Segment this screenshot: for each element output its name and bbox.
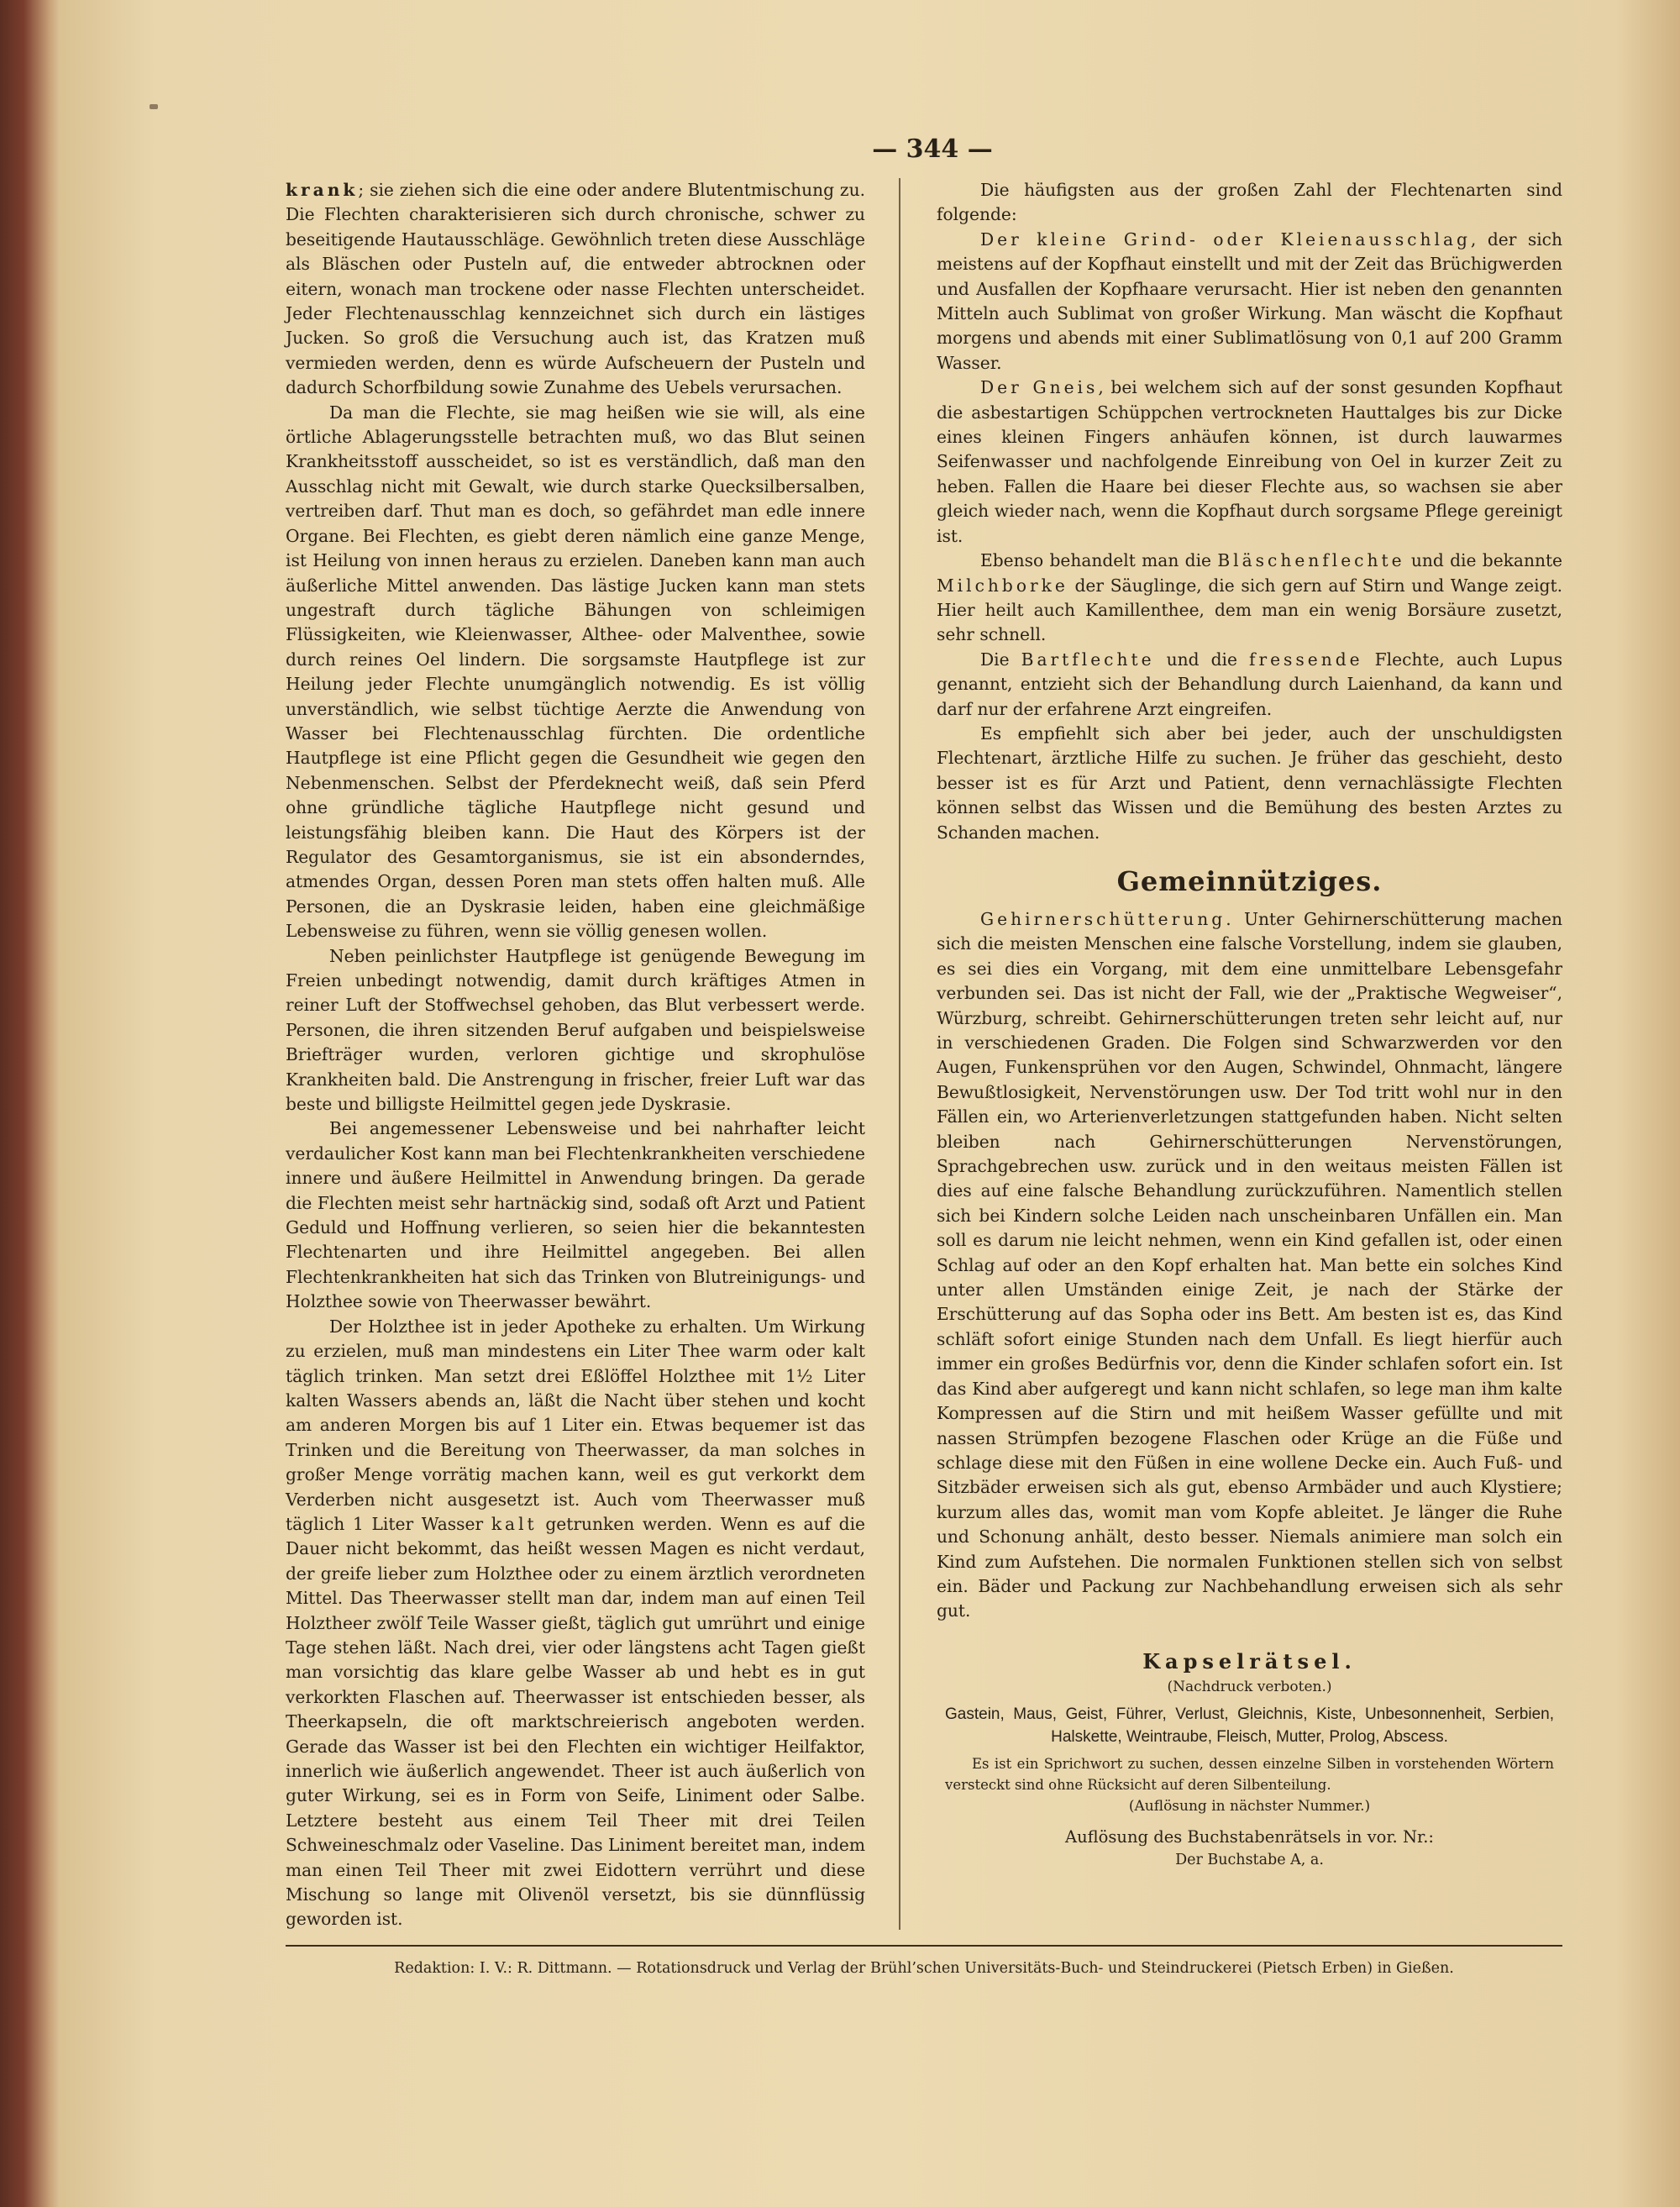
paragraph [937, 549, 1562, 648]
right-column [937, 178, 1562, 1872]
puzzle-words: Gastein, Maus, Geist, Führer, Verlust, Gleichnis, Kiste, Unbesonnenheit, Serbien, Halskette, Weintraube, Fleisch, Mutter, Prolog, Abscess. [945, 1705, 1554, 1746]
section-heading: Gemeinnütziges. [1116, 864, 1383, 897]
page-number: — 344 — [872, 134, 993, 164]
newspaper-page [59, 0, 1680, 2207]
puzzle-instruction: Es ist ein Sprichwort zu suchen, dessen einzelne Silben in vorstehenden Wörtern versteckt sind ohne Rücksicht auf deren Silbenteilung. [945, 1755, 1554, 1793]
paragraph-text: Unter Gehirnerschütterung machen sich die meisten Menschen eine falsche Vorstellung, indem sie glauben, es sei dies ein Vorgang, mit dem eine unmittelbare Lebensgefahr verbunden sei. Das ist nicht der Fall, wie der „Praktische Wegweiser“, Würzburg, schreibt. Gehirnerschütterungen treten sehr leicht auf, nur in verschiedenen Graden. Die Folgen sind Schwarzwerden vor den Augen, Funkensprühen vor den Augen, Schwindel, Ohnmacht, längere Bewußtlosigkeit, Nervenstörungen usw. Der Tod tritt wohl nur in den Fällen ein, wo Arterienverletzungen stattgefunden haben. Nicht selten bleiben nach Gehirnerschütterungen Nervenstörungen, Sprachgebrechen usw. zurück und in den weitaus meisten Fällen ist dies auf eine falsche Behandlung zurückzuführen. Namentlich stellen sich bei Kindern solche Leiden nach unscheinbaren Unfällen ein. Man soll es darum nie leicht nehmen, wenn ein Kind gefallen ist, oder einen Schlag auf oder an den Kopf erhalten hat. Man bette ein solches Kind unter allen Umständen einige Zeit, je nach der Stärke der Erschütterung auf das Sopha oder ins Bett. Am besten ist es, das Kind schläft sofort einige Stunden nach dem Unfall. Es liegt hierfür auch immer ein großes Bedürfnis vor, denn die Kinder schlafen sofort ein. Ist das Kind aber aufgeregt und kann nicht schlafen, so lege man ihm kalte Kompressen auf die Stirn und mit heißem Wasser gefüllte und mit nassen Strümpfen bezogene Flaschen oder Krüge an die Füße und schlage diese mit den Füßen in eine wollene Decke ein. Auch Fuß- und Sitzbäder erweisen sich als gut, ebenso Armbäder und auch Klystiere; kurzum alles das, womit man vom Kopfe ableitet. Je länger die Ruhe und Schonung anhält, desto besser. Niemals animiere man solch ein Kind zum Aufstehen. Die normalen Funktionen stellen sich von selbst ein. Bäder und Packung zur Nachbehandlung erweisen sich als sehr gut. [937, 908, 1562, 1621]
paragraph-lead: krank [286, 180, 359, 200]
term-name: Bläschenflechte [1217, 550, 1405, 571]
paragraph-text: der Säuglinge, die sich gern auf Stirn und Wange zeigt. Hier heilt auch Kamillenthee, dem man ein wenig Borsäure zusetzt, sehr schnell. [937, 575, 1562, 645]
book-binding-edge [0, 0, 59, 2207]
paragraph-text: ; sie ziehen sich die eine oder andere Blutentmischung zu. Die Flechten charakterisieren sich durch chronische, schwer zu beseitigende Hautausschläge. Gewöhnlich treten diese Ausschläge als Bläschen oder Pusteln auf, die entweder abtrocknen oder eitern, wonach man trockene oder nasse Flechten unterscheidet. Jeder Flechtenausschlag kennzeichnet sich durch ein lästiges Jucken. So groß die Versuchung auch ist, das Kratzen muß vermieden werden, denn es würde Aufscheuern der Pusteln und dadurch Schorfbildung sowie Zunahme des Uebels verursachen. [286, 180, 865, 398]
paragraph: Es empfiehlt sich aber bei jeder, auch der unschuldigsten Flechtenart, ärztliche Hilfe zu suchen. Je früher das geschieht, desto besser ist es für Arzt und Patient, denn vernachlässigte Flechten können selbst das Wissen und die Bemühung des besten Arztes zu Schanden machen. [937, 723, 1562, 843]
paragraph-text: Der Holzthee ist in jeder Apotheke zu erhalten. Um Wirkung zu erzielen, muß man mindestens ein Liter Thee warm oder kalt täglich trinken. Man setzt drei Eßlöffel Holzthee mit 1½ Liter kalten Wassers abends an, läßt die Nacht über stehen und kocht am anderen Morgen bis auf 1 Liter ein. Etwas bequemer ist das Trinken und die Bereitung von Theerwasser, da man solches in großer Menge vorrätig machen kann, weil es gut verkorkt dem Verderben nicht ausgesetzt ist. Auch vom Theerwasser muß täglich 1 Liter Wasser [286, 1316, 865, 1534]
paragraph-text: , bei welchem sich auf der sonst gesunden Kopfhaut die asbestartigen Schüppchen vertrockneten Hauttalges bis zur Dicke eines kleinen Fingers anhäufen können, ist durch lauwarmes Seifenwasser und nachfolgende Einreibung von Oel in kurzer Zeit zu heben. Fallen die Haare bei dieser Flechte aus, so wachsen sie aber gleich wieder nach, wenn die Kopfhaut durch sorgsame Pflege gereinigt ist. [937, 377, 1562, 546]
paragraph: Die häufigsten aus der großen Zahl der Flechtenarten sind folgende: [937, 180, 1562, 225]
paragraph-text: , der sich meistens auf der Kopfhaut einstellt und mit der Zeit das Brüchigwerden und Ausfallen der Kopfhaare verursacht. Hier ist neben den genannten Mitteln auch Sublimat von großer Wirkung. Man wäscht die Kopfhaut morgens und abends mit einer Sublimatlösung von 0,1 auf 200 Gramm Wasser. [937, 229, 1562, 373]
paragraph-text: Die [980, 649, 1010, 670]
paragraph-text: getrunken werden. Wenn es auf die Dauer nicht bekommt, das heißt wessen Magen es nicht verdaut, der greife lieber zum Holzthee oder zu einem ärztlich verordneten Mittel. Das Theerwasser stellt man dar, indem man auf einen Teil Holztheer zwölf Teile Wasser gießt, täglich gut umrührt und einige Tage stehen läßt. Nach drei, vier oder längstens acht Tagen gießt man vorsichtig das klare gelbe Wasser ab und hebt es in gut verkorkten Flaschen auf. Theerwasser ist entschieden besser, als Theerkapseln, die oft marktschreierisch angeboten werden. Gerade das Wasser ist bei den Flechten ein wichtiger Heilfaktor, innerlich wie äußerlich angewendet. Theer ist auch äußerlich von guter Wirkung, sei es in Form von Seife, Liniment oder Salbe. Letztere besteht aus einem Teil Theer mit drei Teilen Schweineschmalz oder Vaseline. Das Liniment bereitet man, indem man einen Teil Theer mit zwei Eidottern verrührt und diese Mischung so lange mit Olivenöl versetzt, bis sie dünnflüssig geworden ist. [286, 1513, 866, 1930]
term-name: Milchborke [937, 575, 1068, 596]
paragraph [937, 228, 1562, 376]
page-content [227, 118, 1571, 2134]
emphasis-text: kalt [491, 1513, 538, 1534]
paragraph-text: und die bekannte [1410, 550, 1563, 571]
previous-solution-text: Der Buchstabe A, a. [1175, 1851, 1324, 1868]
paragraph-text: Ebenso behandelt man die [980, 550, 1211, 571]
puzzle-title: Kapselrätsel. [1142, 1648, 1357, 1674]
ink-mark [150, 104, 158, 109]
paragraph: Bei angemessener Lebensweise und bei nahrhafter leicht verdaulicher Kost kann man bei Flechtenkrankheiten verschiedene innere und äußere Heilmittel in Anwendung bringen. Da gerade die Flechten meist sehr hartnäckig sind, sodaß oft Arzt und Patient Geduld und Hoffnung verlieren, so seien hier die bekanntesten Flechtenarten und ihre Heilmittel angegeben. Bei allen Flechtenkrankheiten hat sich das Trinken von Blutreinigungs- und Holzthee sowie von Theerwasser bewährt. [286, 1118, 865, 1312]
term-name: Der Gneis [980, 377, 1099, 398]
paragraph-text: Flechte, auch Lupus genannt, entzieht sich der Behandlung durch Laienhand, da kann und darf nur der erfahrene Arzt eingreifen. [937, 649, 1562, 719]
paragraph [937, 648, 1562, 722]
paragraph: Neben peinlichster Hautpflege ist genügende Bewegung im Freien unbedingt notwendig, damit durch kräftiges Atmen in reiner Luft der Stoffwechsel gehoben, das Blut verbessert werde. Personen, die ihren sitzenden Beruf aufgaben und beispielsweise Briefträger wurden, verloren gichtige und skrophulöse Krankheiten bald. Die Anstrengung in frischer, freier Luft war das beste und billigste Heilmittel gegen jede Dyskrasie. [286, 945, 865, 1115]
term-name: Gehirnerschütterung. [980, 908, 1235, 929]
paragraph [937, 907, 1562, 1624]
footer-rule [286, 1945, 1562, 1947]
imprint-footer: Redaktion: I. V.: R. Dittmann. — Rotationsdruck und Verlag der Brühl’schen Universitäts-Buch- und Steindruckerei (Pietsch Erben) in Gießen. [394, 1960, 1454, 1977]
puzzle-subtitle: (Nachdruck verboten.) [1167, 1678, 1332, 1695]
column-divider [899, 178, 900, 1930]
term-name: fressende [1248, 649, 1363, 670]
left-column [286, 178, 865, 1932]
puzzle-solution-note: (Auflösung in nächster Nummer.) [1128, 1797, 1371, 1815]
paragraph-text: und die [1166, 649, 1237, 670]
paragraph [286, 1315, 865, 1932]
paragraph: Da man die Flechte, sie mag heißen wie sie will, als eine örtliche Ablagerungsstelle betrachten muß, wo das Blut seinen Krankheitsstoff ausscheidet, so ist es verständlich, daß man den Ausschlag nicht mit Gewalt, wie durch starke Quecksilbersalben, vertreiben darf. Thut man es doch, so gefährdet man edle innere Organe. Bei Flechten, es giebt deren nämlich eine ganze Menge, ist Heilung von innen heraus zu erzielen. Daneben kann man auch äußerliche Mittel anwenden. Das lästige Jucken kann man stets ungestraft durch tägliche Bähungen von schleimigen Flüssigkeiten, wie Kleienwasser, Althee- oder Malventhee, sowie durch reines Oel lindern. Die sorgsamste Hautpflege ist zur Heilung jeder Flechte unumgänglich notwendig. Es ist völlig unverständlich, wie selbst tüchtige Aerzte die Anwendung von Wasser bei Flechtenausschlag fürchten. Die ordentliche Hautpflege ist eine Pflicht gegen die Gesundheit wie gegen den Nebenmenschen. Selbst der Pferdeknecht weiß, daß sein Pferd ohne gründliche tägliche Hautpflege nicht gesund und leistungsfähig bleiben kann. Die Haut des Körpers ist der Regulator des Gesamtorganismus, sie ist ein absonderndes, atmendes Organ, dessen Poren man stets offen halten muß. Alle Personen, die an Dyskrasie leiden, haben eine gleichmäßige Lebensweise zu führen, wenn sie völlig genesen wollen. [286, 402, 865, 942]
paragraph [286, 178, 865, 401]
term-name: Der kleine Grind- oder Kleienausschlag [980, 229, 1471, 250]
paragraph [937, 376, 1562, 549]
term-name: Bartflechte [1021, 649, 1155, 670]
previous-solution-title: Auflösung des Buchstabenrätsels in vor. Nr.: [1065, 1826, 1434, 1847]
